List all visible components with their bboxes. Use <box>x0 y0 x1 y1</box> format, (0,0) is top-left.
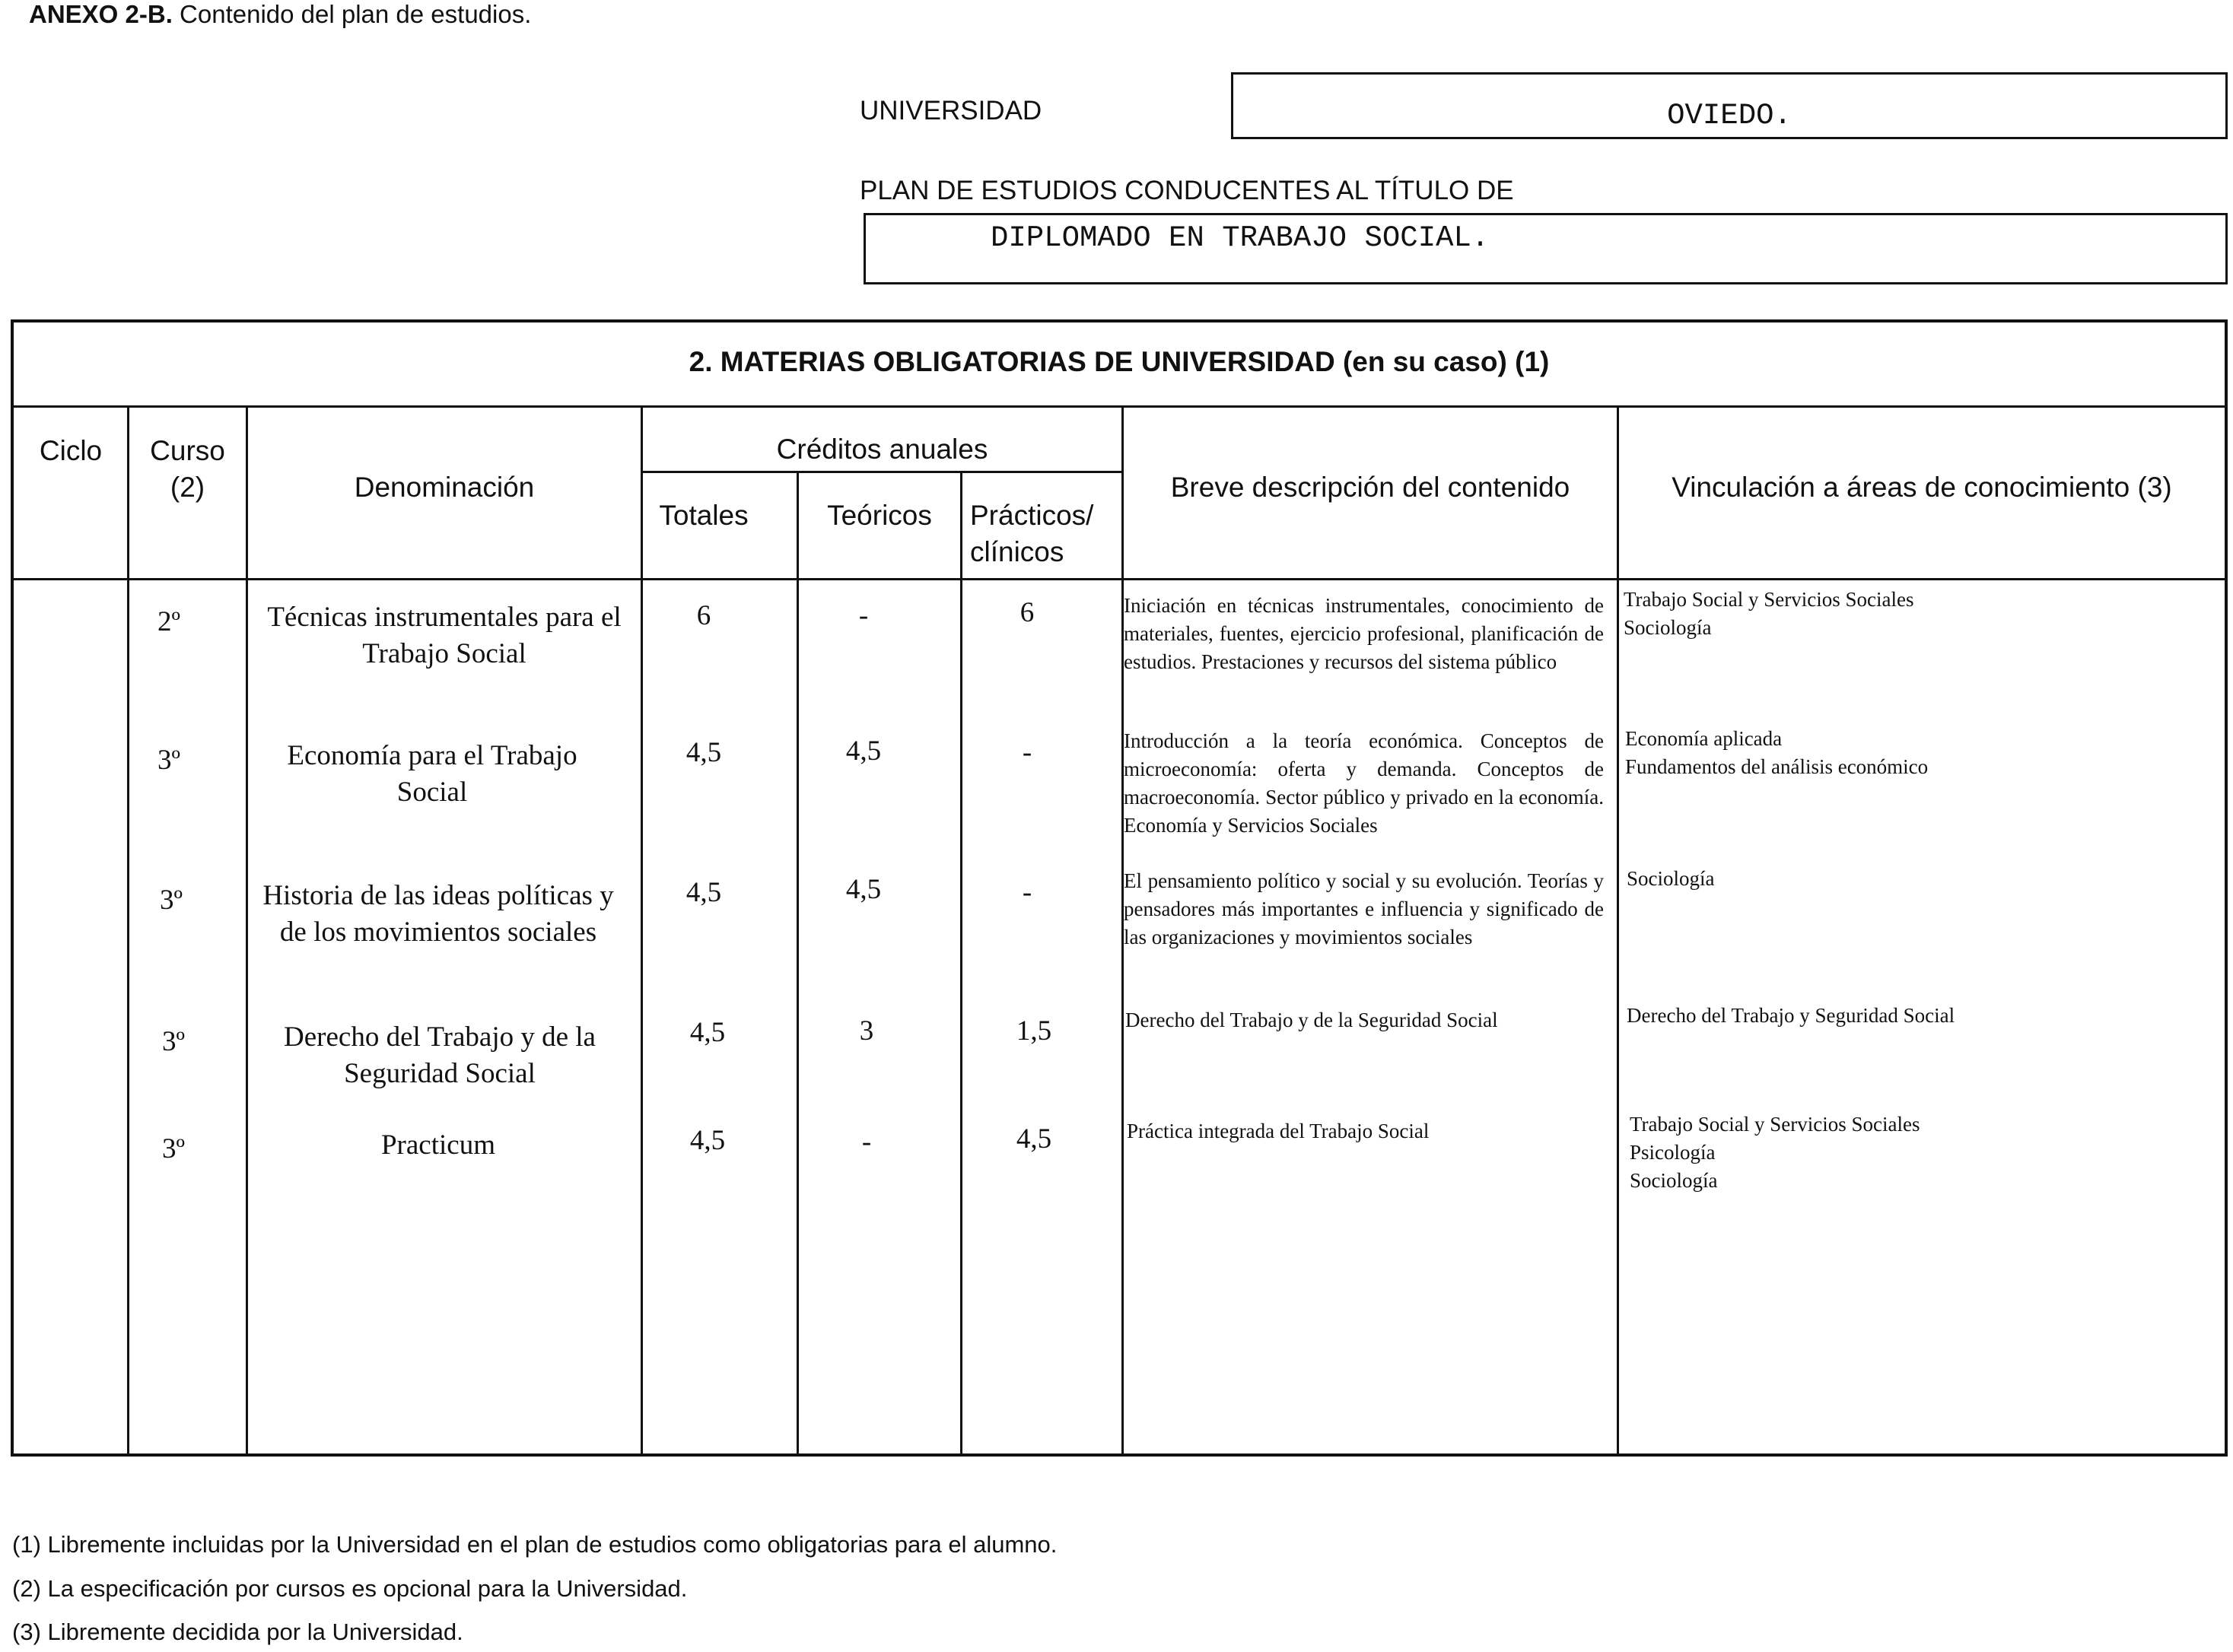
area-item: Sociología <box>1627 867 1715 890</box>
plan-box <box>864 213 2228 284</box>
header-divider <box>11 578 2228 580</box>
row-curso: 3º <box>157 745 180 776</box>
row-totales: 4,5 <box>685 877 722 908</box>
col-line-3 <box>641 405 643 1455</box>
row-denominacion: Derecho del Trabajo y de la Seguridad Social <box>284 1021 596 1089</box>
row-practicos: 1,5 <box>1016 1015 1052 1047</box>
creditos-divider <box>641 471 1123 473</box>
header-ciclo: Ciclo <box>39 435 103 466</box>
footnote-1: (1) Libremente incluidas por la Universidad en el plan de estudios como obligatorias para el alumno. <box>12 1531 1058 1558</box>
col-line-7 <box>1617 405 1619 1455</box>
row-areas <box>1625 725 2219 781</box>
row-descripcion: Práctica integrada del Trabajo Social <box>1127 1120 1430 1142</box>
row-practicos: 4,5 <box>1016 1123 1052 1155</box>
row-descripcion: El pensamiento político y social y su evolución. Teorías y pensadores más importantes e influencia y significado de las organizaciones y movimientos sociales <box>1124 869 1604 948</box>
row-totales: 4,5 <box>689 1125 726 1156</box>
col-line-1 <box>127 405 129 1455</box>
row-curso: 3º <box>162 1026 185 1057</box>
university-label: UNIVERSIDAD <box>860 96 1042 125</box>
plan-label: PLAN DE ESTUDIOS CONDUCENTES AL TÍTULO DE <box>860 176 1514 205</box>
area-item: Sociología <box>1624 616 1712 639</box>
university-value: OVIEDO. <box>1667 99 1792 132</box>
col-line-5 <box>960 471 962 1455</box>
table-border-left <box>11 319 14 1457</box>
table-border-top <box>11 319 2228 322</box>
area-item: Psicología <box>1630 1141 1716 1164</box>
annex-text: Contenido del plan de estudios. <box>180 0 532 28</box>
header-curso <box>129 433 246 506</box>
row-teoricos: - <box>861 1126 872 1158</box>
row-areas <box>1624 586 2217 642</box>
area-item: Economía aplicada <box>1625 727 1783 750</box>
row-descripcion: Iniciación en técnicas instrumentales, conocimiento de materiales, fuentes, ejercicio profesional, planificación de estudios. Prestaciones y recursos del sistema público <box>1124 594 1604 673</box>
row-areas <box>1630 1110 2223 1195</box>
row-curso: 2º <box>157 606 180 637</box>
area-item: Derecho del Trabajo y Seguridad Social <box>1627 1004 1955 1027</box>
row-practicos: - <box>1022 737 1032 768</box>
area-item: Trabajo Social y Servicios Sociales <box>1630 1113 1920 1136</box>
header-practicos-line1: Prácticos/ <box>970 500 1094 531</box>
table-border-bottom <box>11 1453 2228 1457</box>
header-creditos: Créditos anuales <box>776 434 988 465</box>
row-descripcion: Introducción a la teoría económica. Conceptos de microeconomía: oferta y demanda. Conceptos de macroeconomía. Sector público y privado en la economía. Economía y Servicios Sociales <box>1124 729 1604 837</box>
header-practicos <box>962 497 1121 570</box>
table-title: 2. MATERIAS OBLIGATORIAS DE UNIVERSIDAD (en su caso) (1) <box>689 346 1550 377</box>
header-curso-label: Curso <box>150 435 225 466</box>
header-curso-note: (2) <box>170 472 205 503</box>
row-denominacion: Historia de las ideas políticas y de los movimientos sociales <box>262 880 614 948</box>
row-descripcion: Derecho del Trabajo y de la Seguridad Social <box>1125 1009 1498 1031</box>
row-practicos: - <box>1022 877 1032 908</box>
footnote-2: (2) La especificación por cursos es opcional para la Universidad. <box>12 1575 688 1602</box>
table-border-right <box>2225 319 2228 1457</box>
row-teoricos: - <box>858 600 869 631</box>
area-item: Fundamentos del análisis económico <box>1625 755 1929 778</box>
row-totales: 6 <box>696 600 711 631</box>
annex-title <box>29 0 531 29</box>
area-item: Sociología <box>1630 1169 1718 1192</box>
row-teoricos: 3 <box>859 1015 874 1047</box>
header-totales: Totales <box>659 500 749 531</box>
row-denominacion: Técnicas instrumentales para el Trabajo Social <box>267 602 622 669</box>
area-item: Trabajo Social y Servicios Sociales <box>1624 588 1914 611</box>
row-curso: 3º <box>160 885 183 916</box>
row-areas <box>1627 1002 2220 1030</box>
plan-value: DIPLOMADO EN TRABAJO SOCIAL. <box>991 221 1490 255</box>
row-denominacion: Practicum <box>380 1129 495 1161</box>
header-teoricos: Teóricos <box>827 500 932 531</box>
footnote-3: (3) Libremente decidida por la Universidad. <box>12 1619 463 1645</box>
row-denominacion: Economía para el Trabajo Social <box>287 740 577 808</box>
title-divider <box>11 405 2228 408</box>
row-totales: 4,5 <box>689 1017 726 1048</box>
row-areas <box>1627 865 2220 893</box>
header-vinculacion: Vinculación a áreas de conocimiento (3) <box>1672 472 2172 503</box>
row-totales: 4,5 <box>685 737 722 768</box>
row-practicos: 6 <box>1019 597 1035 628</box>
header-practicos-line2: clínicos <box>970 536 1064 567</box>
header-descripcion: Breve descripción del contenido <box>1170 472 1570 503</box>
row-teoricos: 4,5 <box>845 735 882 767</box>
header-denominacion: Denominación <box>354 472 535 503</box>
university-box <box>1231 72 2228 139</box>
col-line-4 <box>797 471 799 1455</box>
row-curso: 3º <box>162 1133 185 1164</box>
row-teoricos: 4,5 <box>845 874 882 905</box>
annex-label: ANEXO 2-B. <box>29 0 173 28</box>
